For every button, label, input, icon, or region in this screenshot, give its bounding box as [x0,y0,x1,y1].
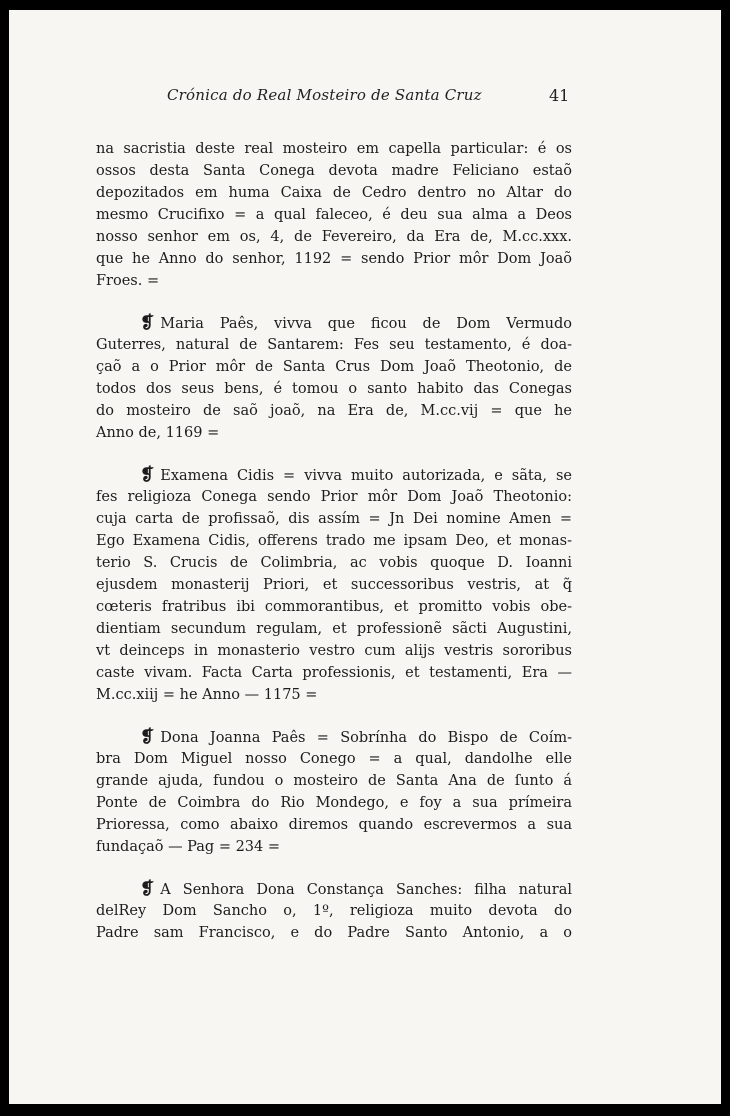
paragraph-maria-paes [96,312,572,444]
text-line-content: Examena Cidis = vivva muito autorizada, e sãta, se [160,468,572,484]
paragraph-examena-cidis [96,464,572,706]
page-number: 41 [549,86,570,105]
text-line: delRey Dom Sancho o, 1º, religioza muito devota do [96,903,572,919]
text-line: cuja carta de profissaõ, dis assím = Jn Dei nomine Amen = [96,511,572,527]
pilcrow-icon: ❡ [140,465,155,485]
text-line: nosso senhor em os, 4, de Fevereiro, da Era de, M.cc.xxx. [96,229,572,245]
text-line: fundaçaõ — Pag = 234 = [96,839,281,855]
text-line: Anno de, 1169 = [96,425,220,441]
text-line: Ego Examena Cidis, offerens trado me ipsam Deo, et monas- [96,533,572,549]
text-line: ejusdem monasterij Priori, et successoribus vestris, at q̃ [96,577,572,593]
running-title: Crónica do Real Mosteiro de Santa Cruz [167,86,482,104]
pilcrow-icon: ❡ [140,879,155,899]
text-line: na sacristia deste real mosteiro em capella particular: é os [96,141,572,157]
text-line: çaõ a o Prior môr de Santa Crus Dom Joaõ Theotonio, de [96,359,572,375]
page-header [9,86,721,116]
text-line-content: A Senhora Dona Constança Sanches: filha natural [160,882,572,898]
text-line: terio S. Crucis de Colimbria, ac vobis quoque D. Ioanni [96,555,572,571]
text-line: cœteris fratribus ibi commorantibus, et promitto vobis obe- [96,599,572,615]
text-line: dientiam secundum regulam, et professionẽ sãcti Augustini, [96,621,572,637]
text-line: grande ajuda, fundou o mosteiro de Santa Ana de ſunto á [96,773,572,789]
text-line [96,312,572,334]
text-line: bra Dom Miguel nosso Conego = a qual, dandolhe elle [96,751,572,767]
text-line: do mosteiro de saõ joaõ, na Era de, M.cc.vij = que he [96,403,572,419]
text-line: mesmo Crucifixo = a qual faleceo, é deu sua alma a Deos [96,207,572,223]
text-line: fes religioza Conega sendo Prior môr Dom Joaõ Theotonio: [96,489,572,505]
text-line: ossos desta Santa Conega devota madre Feliciano estaõ [96,163,572,179]
text-line: Guterres, natural de Santarem: Fes seu testamento, é doa- [96,337,572,353]
text-line [96,726,572,748]
text-line: M.cc.xiij = he Anno — 1175 = [96,687,318,703]
text-line: que he Anno do senhor, 1192 = sendo Prior môr Dom Joaõ [96,251,572,267]
text-line [96,464,572,486]
text-line-content: Dona Joanna Paês = Sobrínha do Bispo de Coím- [160,730,572,746]
paragraph-continuation [96,138,572,292]
text-line: Prioressa, como abaixo diremos quando escrevermos a sua [96,817,572,833]
text-line: Froes. = [96,273,160,289]
body-text [96,138,572,964]
pilcrow-icon: ❡ [140,727,155,747]
text-line-content: Maria Paês, vivva que ficou de Dom Vermudo [160,316,572,332]
text-line: caste vivam. Facta Carta professionis, et testamenti, Era — [96,665,572,681]
paragraph-dona-joanna-paes [96,726,572,858]
text-line: todos dos seus bens, é tomou o santo habito das Conegas [96,381,572,397]
text-line: Ponte de Coimbra do Rio Mondego, e foy a sua prímeira [96,795,572,811]
text-line: depozitados em huma Caixa de Cedro dentro no Altar do [96,185,572,201]
text-line [96,878,572,900]
text-line: vt deinceps in monasterio vestro cum alijs vestris sororibus [96,643,572,659]
text-line: Padre sam Francisco, e do Padre Santo Antonio, a o [96,925,572,941]
book-page [9,10,721,1104]
paragraph-constanca-sanches [96,878,572,944]
pilcrow-icon: ❡ [140,313,155,333]
